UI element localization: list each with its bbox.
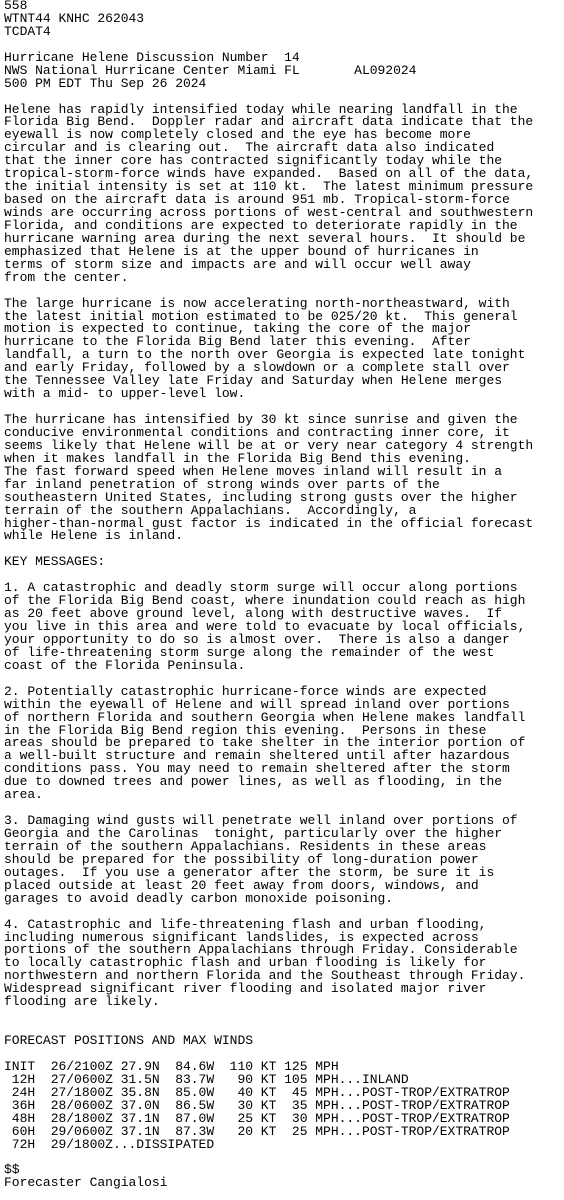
text-line: from the center. [4, 269, 129, 285]
text-line: $$ [4, 1162, 20, 1178]
text-line: within the eyewall of Helene and will spread inland over portions [4, 696, 510, 712]
text-line: 48H 28/1800Z 37.1N 87.0W 25 KT 30 MPH...POST-TROP/EXTRATROP [4, 1110, 510, 1126]
text-line: emphasized that Helene is at the upper bound of hurricanes in [4, 243, 479, 259]
text-line: including numerous significant landslides, is expected across [4, 929, 479, 945]
text-line: due to downed trees and power lines, as well as flooding, in the [4, 774, 503, 790]
text-line: terms of storm size and impacts are and will occur well away [4, 256, 471, 272]
text-line: portions of the southern Appalachians through Friday. Considerable [4, 942, 518, 958]
text-line: when it makes landfall in the Florida Big Bend this evening. [4, 450, 471, 466]
text-line: 60H 29/0600Z 37.1N 87.3W 20 KT 25 MPH...POST-TROP/EXTRATROP [4, 1123, 510, 1139]
text-line: northwestern and northern Florida and the Southeast through Friday. [4, 968, 526, 984]
blank-line [4, 1151, 564, 1164]
text-line: conducive environmental conditions and contracting inner core, it [4, 424, 510, 440]
text-line: of northern Florida and southern Georgia when Helene makes landfall [4, 709, 526, 725]
text-line: Florida Big Bend. Doppler radar and aircraft data indicate that the [4, 114, 534, 130]
text-line: you live in this area and were told to evacuate by local officials, [4, 619, 526, 634]
text-line: as 20 feet above ground level, along with destructive waves. If [4, 606, 503, 622]
text-line: flooding are likely. [4, 994, 160, 1010]
text-line: TCDAT4 [4, 23, 51, 39]
text-line: of the Florida Big Bend coast, where inundation could reach as high [4, 593, 526, 609]
text-line: should be prepared for the possibility of long-duration power [4, 851, 479, 867]
text-line: 36H 28/0600Z 37.0N 86.5W 30 KT 35 MPH...POST-TROP/EXTRATROP [4, 1097, 510, 1113]
text-line: Hurricane Helene Discussion Number 14 [4, 49, 300, 65]
text-line: the latest initial motion estimated to be 025/20 kt. This general [4, 308, 518, 324]
text-line: area. [4, 787, 43, 803]
text-line: the initial intensity is set at 110 kt. The latest minimum pressure [4, 179, 534, 195]
text-line: 4. Catastrophic and life-threatening flash and urban flooding, [4, 916, 487, 932]
text-line: The large hurricane is now accelerating north-northeastward, with [4, 295, 510, 311]
text-line: seems likely that Helene will be at or very near category 4 strength [4, 437, 534, 453]
text-line: circular and is clearing out. The aircraft data also indicated [4, 140, 495, 156]
text-line: areas should be prepared to take shelter in the interior portion of [4, 735, 526, 751]
text-line: 24H 27/1800Z 35.8N 85.0W 40 KT 45 MPH...POST-TROP/EXTRATROP [4, 1084, 510, 1100]
text-line: 12H 27/0600Z 31.5N 83.7W 90 KT 105 MPH...INLAND [4, 1071, 409, 1087]
text-line: The fast forward speed when Helene moves inland will result in a [4, 463, 503, 479]
text-line: INIT 26/2100Z 27.9N 84.6W 110 KT 125 MPH [4, 1058, 339, 1074]
text-line: southeastern United States, including strong gusts over the higher [4, 489, 518, 505]
text-line: 72H 29/1800Z...DISSIPATED [4, 1136, 215, 1152]
text-line: hurricane warning area during the next several hours. It should be [4, 230, 526, 246]
text-line: that the inner core has contracted significantly today while the [4, 153, 503, 169]
text-line: with a mid- to upper-level low. [4, 386, 246, 402]
text-line: higher-than-normal gust factor is indicated in the official forecast [4, 515, 534, 531]
text-line: Widespread significant river flooding and isolated major river [4, 981, 487, 997]
text-line: conditions pass. You may need to remain sheltered after the storm [4, 761, 510, 777]
text-line: KEY MESSAGES: [4, 554, 106, 570]
text-line: 558 [4, 0, 28, 13]
text-line: based on the aircraft data is around 951 mb. Tropical-storm-force [4, 192, 510, 208]
text-line: Forecaster Cangialosi [4, 1175, 168, 1191]
text-line: of life-threatening storm surge along the remainder of the west [4, 644, 495, 660]
text-line: in the Florida Big Bend region this evening. Persons in these [4, 722, 487, 738]
text-line: 3. Damaging wind gusts will penetrate well inland over portions of [4, 813, 518, 829]
text-line: placed outside at least 20 feet away from doors, windows, and [4, 877, 479, 893]
text-line: eyewall is now completely closed and the eye has become more [4, 127, 471, 143]
text-line: 2. Potentially catastrophic hurricane-force winds are expected [4, 683, 487, 699]
text-line: winds are occurring across portions of west-central and southwestern [4, 205, 534, 220]
text-line: and early Friday, followed by a slowdown or a complete stall over [4, 360, 510, 376]
blank-line [4, 1009, 564, 1022]
text-line: tropical-storm-force winds have expanded. Based on all of the data, [4, 166, 534, 182]
text-line: The hurricane has intensified by 30 kt since sunrise and given the [4, 412, 518, 427]
text-line: Florida, and conditions are expected to deteriorate rapidly in the [4, 217, 518, 233]
text-line: hurricane to the Florida Big Bend later this evening. After [4, 334, 471, 350]
text-line: FORECAST POSITIONS AND MAX WINDS [4, 1033, 254, 1048]
text-line: your opportunity to do so is almost over. There is also a danger [4, 631, 510, 647]
text-line: terrain of the southern Appalachians. Accordingly, a [4, 502, 417, 518]
text-line: Georgia and the Carolinas tonight, particularly over the higher [4, 826, 503, 841]
text-line: landfall, a turn to the north over Georgia is expected late tonight [4, 347, 526, 363]
text-line: garages to avoid deadly carbon monoxide poisoning. [4, 890, 394, 906]
text-line: while Helene is inland. [4, 528, 183, 544]
text-line: a well-built structure and remain sheltered until after hazardous [4, 748, 510, 764]
text-line: terrain of the southern Appalachians. Residents in these areas [4, 838, 487, 854]
text-line: motion is expected to continue, taking the core of the major [4, 321, 471, 337]
text-line: WTNT44 KNHC 262043 [4, 10, 145, 26]
text-line: the Tennessee Valley late Friday and Saturday when Helene merges [4, 373, 503, 389]
text-line: 1. A catastrophic and deadly storm surge will occur along portions [4, 580, 518, 596]
text-line: NWS National Hurricane Center Miami FL AL092024 [4, 62, 417, 78]
text-line: outages. If you use a generator after the storm, be sure it is [4, 864, 495, 880]
text-line: Helene has rapidly intensified today while nearing landfall in the [4, 101, 518, 117]
text-line: far inland penetration of strong winds over parts of the [4, 476, 440, 492]
text-line: coast of the Florida Peninsula. [4, 657, 246, 673]
text-line: 500 PM EDT Thu Sep 26 2024 [4, 75, 207, 91]
text-line: to locally catastrophic flash and urban flooding is likely for [4, 955, 487, 971]
